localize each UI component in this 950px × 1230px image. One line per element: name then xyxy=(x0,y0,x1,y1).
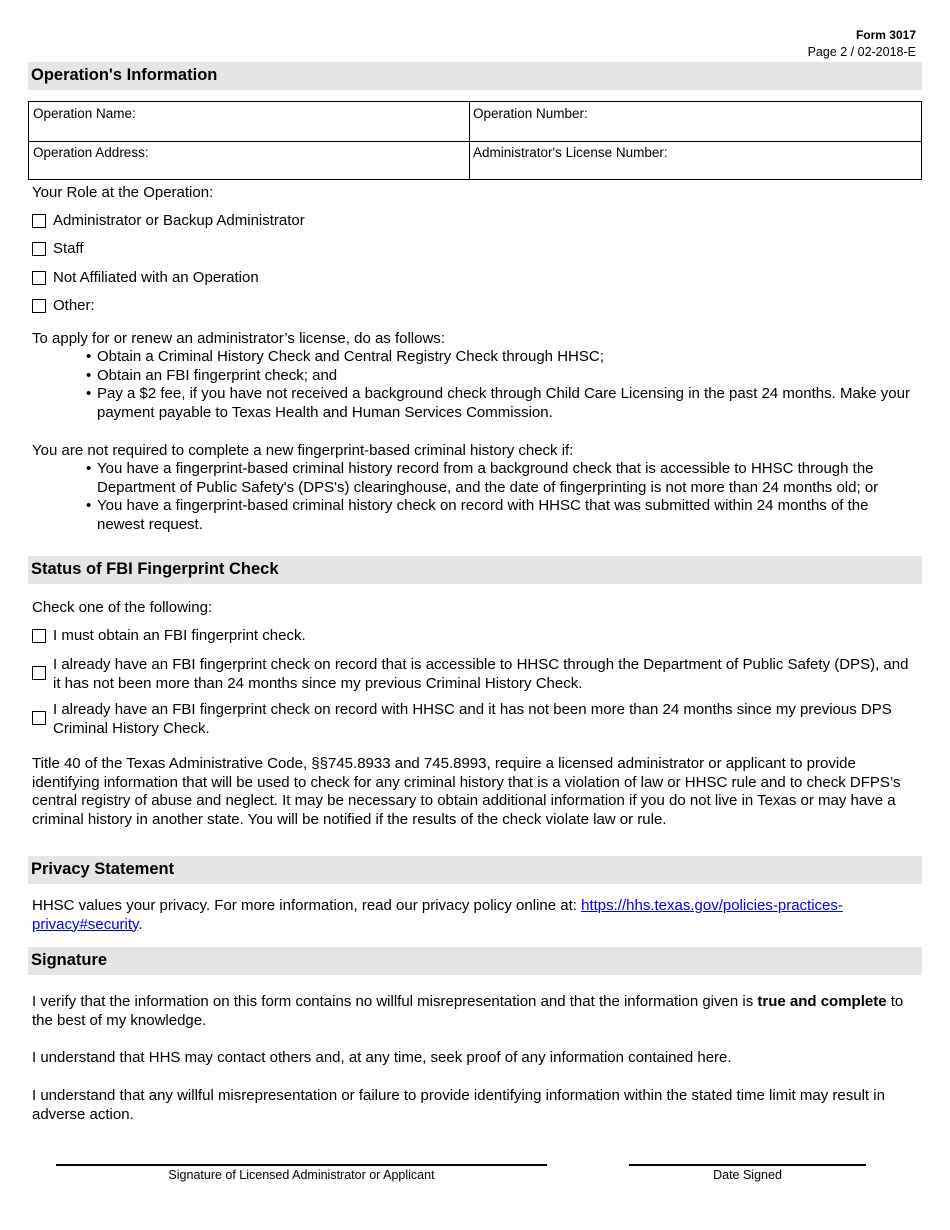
section-title: Signature xyxy=(31,951,108,969)
role-prompt: Your Role at the Operation: xyxy=(32,184,214,201)
signature-line[interactable] xyxy=(56,1164,547,1166)
apply-intro: To apply for or renew an administrator’s license, do as follows: xyxy=(32,330,445,347)
list-item: • You have a fingerprint-based criminal history check on record with HHSC that was submitted within 24 months of the newest request. xyxy=(86,497,912,534)
role-label: Not Affiliated with an Operation xyxy=(53,269,259,286)
list-item: • You have a fingerprint-based criminal history record from a background check that is accessible to HHSC through the Department of Public Safety's (DPS's) clearinghouse, and the date of fingerprinting is not more than 24 months old; or xyxy=(86,460,912,497)
operation-info-grid xyxy=(28,101,922,180)
grid-divider xyxy=(29,141,922,142)
role-label: Other: xyxy=(53,297,95,314)
section-title: Privacy Statement xyxy=(31,860,175,878)
verify-paragraph xyxy=(32,993,918,1030)
privacy-text: HHSC values your privacy. For more information, read our privacy policy online at: xyxy=(32,897,582,914)
role-checkbox-not-affiliated[interactable] xyxy=(32,271,46,285)
verify-emphasis: true and complete xyxy=(757,993,887,1010)
form-number: Form 3017 xyxy=(855,28,916,42)
field-label: Operation Name: xyxy=(33,106,136,121)
fbi-prompt: Check one of the following: xyxy=(32,599,213,616)
fbi-option-checkbox-hhsc[interactable] xyxy=(32,711,46,725)
fbi-option-checkbox-obtain[interactable] xyxy=(32,629,46,643)
fbi-option-label: I must obtain an FBI fingerprint check. xyxy=(53,627,306,644)
page-info: Page 2 / 02-2018-E xyxy=(807,45,916,59)
title40-paragraph: Title 40 of the Texas Administrative Code, §§745.8933 and 745.8993, require a licensed administrator or applicant to provide identifying information that will be used to check for any criminal history that is a violation of law or HHSC rule and to check DFPS’s central registry of abuse and neglect. It may be necessary to obtain additional information if you do not live in Texas or may have a criminal history in another state. You will be notified if the results of the check violate law or rule. xyxy=(32,755,901,828)
fbi-option-label: I already have an FBI fingerprint check on record with HHSC and it has not been more than 24 months since my previous DPS Criminal History Check. xyxy=(53,701,892,737)
admin-license-number-field[interactable] xyxy=(473,145,913,177)
section-header-fbi xyxy=(28,556,922,584)
section-header-operations xyxy=(28,62,922,90)
field-label: Administrator's License Number: xyxy=(473,145,668,160)
role-label: Staff xyxy=(53,240,84,257)
role-label: Administrator or Backup Administrator xyxy=(53,212,305,229)
section-header-signature xyxy=(28,947,922,975)
field-label: Operation Number: xyxy=(473,106,588,121)
signature-label: Signature of Licensed Administrator or Applicant xyxy=(168,1168,435,1182)
exempt-intro: You are not required to complete a new fingerprint-based criminal history check if: xyxy=(32,442,574,459)
date-signed-line[interactable] xyxy=(629,1164,866,1166)
section-title: Status of FBI Fingerprint Check xyxy=(31,560,279,578)
role-checkbox-other[interactable] xyxy=(32,299,46,313)
section-header-privacy xyxy=(28,856,922,884)
fbi-option-checkbox-dps[interactable] xyxy=(32,666,46,680)
operation-number-field[interactable] xyxy=(473,106,913,138)
apply-requirements-list xyxy=(86,348,912,422)
verify-text: to the best of my knowledge. xyxy=(32,993,904,1029)
field-label: Operation Address: xyxy=(33,145,149,160)
list-item: • Obtain a Criminal History Check and Central Registry Check through HHSC; xyxy=(86,348,912,367)
exemption-list xyxy=(86,460,912,534)
role-checkbox-staff[interactable] xyxy=(32,242,46,256)
fbi-option-label: I already have an FBI fingerprint check on record that is accessible to HHSC through the Department of Public Safety (DPS), and it has not been more than 24 months since my previous Criminal History Check. xyxy=(53,656,909,692)
contact-paragraph: I understand that HHS may contact others and, at any time, seek proof of any information contained here. xyxy=(32,1049,732,1066)
privacy-policy-link[interactable]: https://hhs.texas.gov/policies-practices-privacy#security xyxy=(32,897,843,933)
list-item: • Obtain an FBI fingerprint check; and xyxy=(86,367,912,386)
privacy-suffix: . xyxy=(138,915,143,933)
list-item: • Pay a $2 fee, if you have not received a background check through Child Care Licensing in the past 24 months. Make your payment payable to Texas Health and Human Services Commission. xyxy=(86,385,912,422)
section-title: Operation's Information xyxy=(31,66,218,84)
date-signed-label: Date Signed xyxy=(713,1168,782,1182)
operation-name-field[interactable] xyxy=(33,106,463,138)
role-checkbox-administrator[interactable] xyxy=(32,214,46,228)
verify-text: I verify that the information on this form contains no willful misrepresentation and that the information given is xyxy=(32,993,758,1010)
misrepresentation-paragraph: I understand that any willful misrepresentation or failure to provide identifying information within the stated time limit may result in adverse action. xyxy=(32,1087,885,1123)
privacy-paragraph xyxy=(32,897,914,934)
operation-address-field[interactable] xyxy=(33,145,463,177)
